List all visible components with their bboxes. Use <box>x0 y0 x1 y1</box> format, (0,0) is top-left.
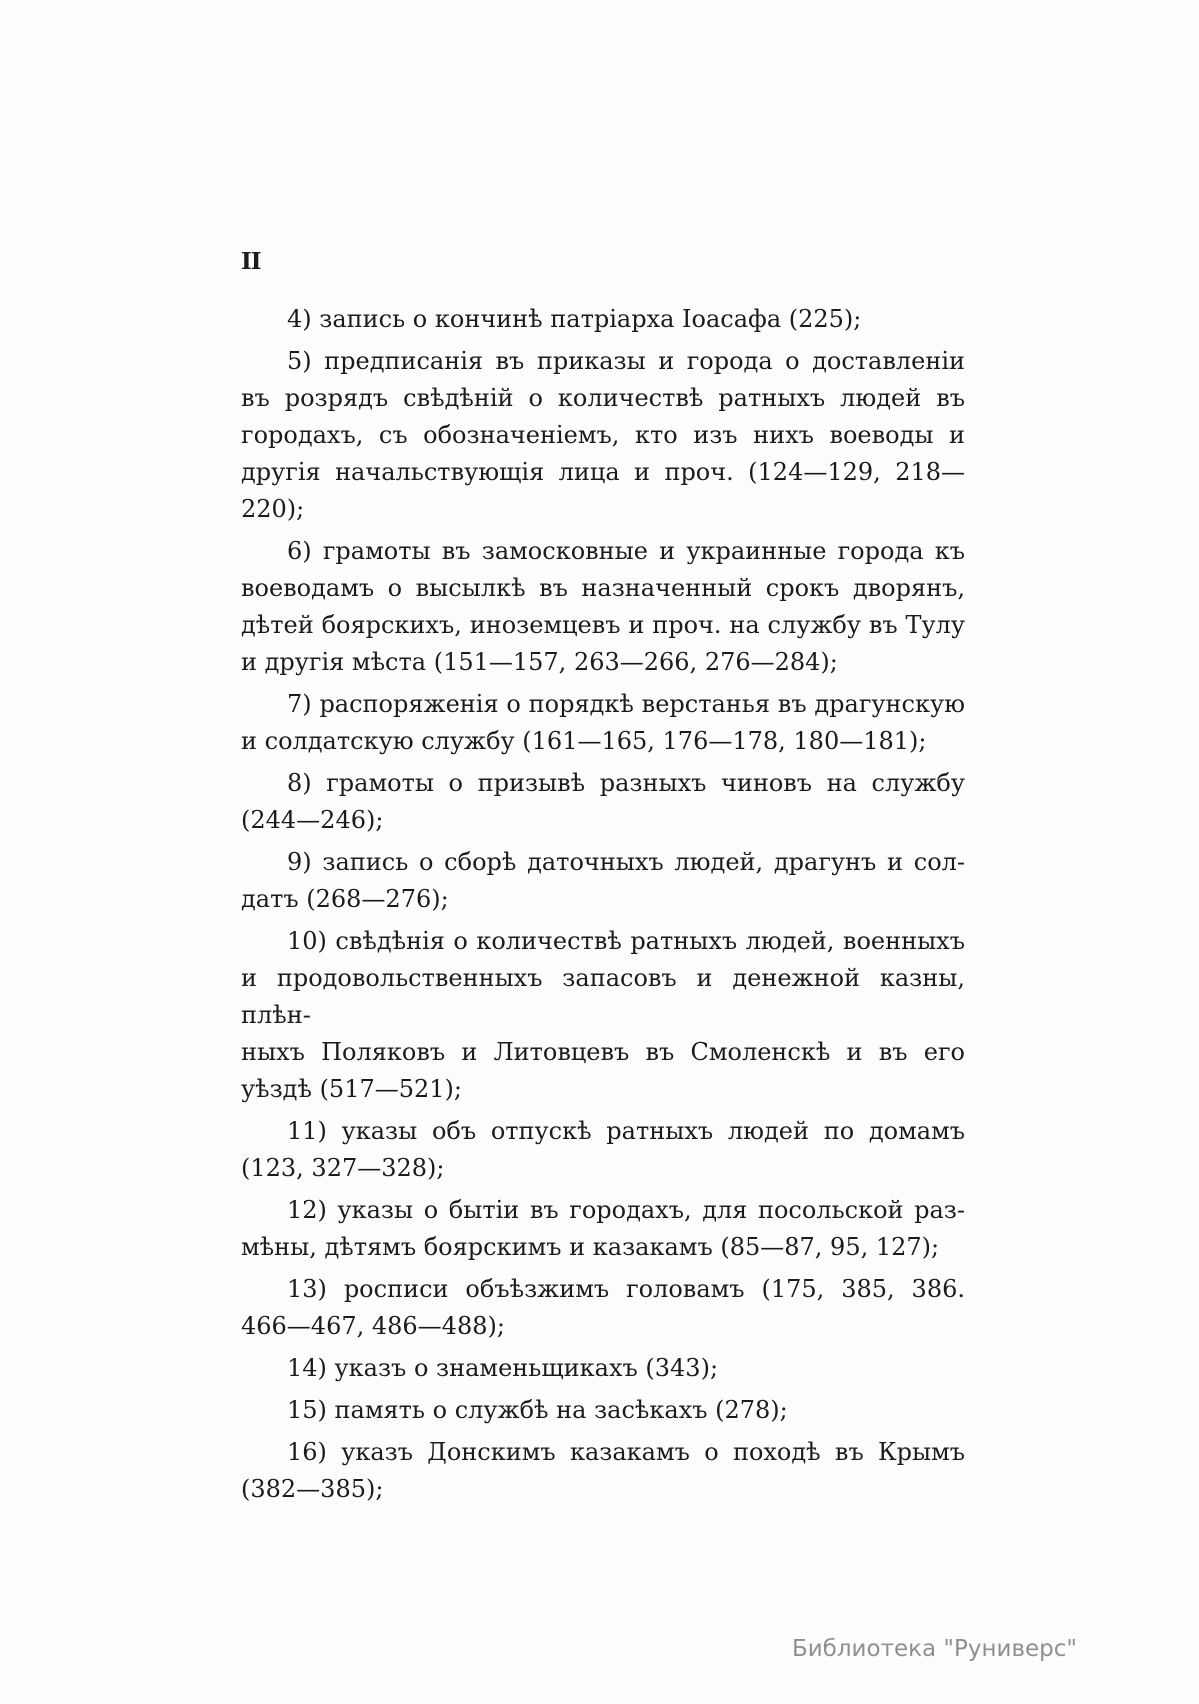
text-line: ныхъ Поляковъ и Литовцевъ въ Смоленскѣ и въ его <box>241 1038 965 1066</box>
text-line: въ розрядъ свѣдѣній о количествѣ ратныхъ людей въ <box>241 384 965 412</box>
text-line: 7) распоряженія о порядкѣ верстанья въ драгунскую <box>287 690 965 718</box>
text-line: (382—385); <box>241 1475 384 1503</box>
list-item-10 <box>241 923 965 1108</box>
list-item-16 <box>241 1434 965 1508</box>
text-line: 12) указы о бытіи въ городахъ, для посольской раз- <box>287 1196 965 1224</box>
list-item-9 <box>241 844 965 918</box>
library-watermark: Библиотека "Руниверс" <box>791 1636 1077 1662</box>
text-line: 10) свѣдѣнія о количествѣ ратныхъ людей, военныхъ <box>287 927 965 955</box>
text-line: (244—246); <box>241 806 384 834</box>
list-item-7 <box>241 686 965 760</box>
list-item-5 <box>241 343 965 528</box>
text-line: другія начальствующія лица и проч. (124—129, 218— <box>241 458 965 486</box>
list-item-6 <box>241 533 965 681</box>
text-line: 5) предписанія въ приказы и города о доставленіи <box>287 347 965 375</box>
text-line: и солдатскую службу (161—165, 176—178, 180—181); <box>241 727 927 755</box>
text-line: 16) указъ Донскимъ казакамъ о походѣ въ Крымъ <box>287 1438 965 1466</box>
list-item-4 <box>241 301 965 338</box>
text-line: и продовольственныхъ запасовъ и денежной казны, плѣн- <box>241 964 965 1029</box>
list-item-15 <box>241 1392 965 1429</box>
text-line: и другія мѣста (151—157, 263—266, 276—284); <box>241 648 838 676</box>
list-item-12 <box>241 1192 965 1266</box>
text-line: датъ (268—276); <box>241 885 449 913</box>
text-line: городахъ, съ обозначеніемъ, кто изъ нихъ воеводы и <box>241 421 965 449</box>
list-item-8 <box>241 765 965 839</box>
text-line: 220); <box>241 495 305 523</box>
text-line: 14) указъ о знаменьщикахъ (343); <box>287 1354 719 1382</box>
text-line: (123, 327—328); <box>241 1154 445 1182</box>
text-line: 466—467, 486—488); <box>241 1312 505 1340</box>
list-item-11 <box>241 1113 965 1187</box>
list-item-14 <box>241 1350 965 1387</box>
text-line: 6) грамоты въ замосковные и украинные города къ <box>287 537 965 565</box>
list-item-13 <box>241 1271 965 1345</box>
text-line: воеводамъ о высылкѣ въ назначенный срокъ дворянъ, <box>241 574 965 602</box>
text-line: 9) запись о сборѣ даточныхъ людей, драгунъ и сол- <box>287 848 965 876</box>
text-line: 15) память о службѣ на засѣкахъ (278); <box>287 1396 788 1424</box>
text-line: 13) росписи объѣзжимъ головамъ (175, 385, 386. <box>287 1275 965 1303</box>
page-number: II <box>241 248 261 275</box>
text-line: 4) запись о кончинѣ патріарха Іоасафа (225); <box>287 305 862 333</box>
text-line: дѣтей боярскихъ, иноземцевъ и проч. на службу въ Тулу <box>241 611 965 639</box>
document-body <box>241 301 965 1513</box>
text-line: уѣздѣ (517—521); <box>241 1075 462 1103</box>
text-line: 11) указы объ отпускѣ ратныхъ людей по домамъ <box>287 1117 965 1145</box>
text-line: мѣны, дѣтямъ боярскимъ и казакамъ (85—87, 95, 127); <box>241 1233 940 1261</box>
text-line: 8) грамоты о призывѣ разныхъ чиновъ на службу <box>287 769 965 797</box>
